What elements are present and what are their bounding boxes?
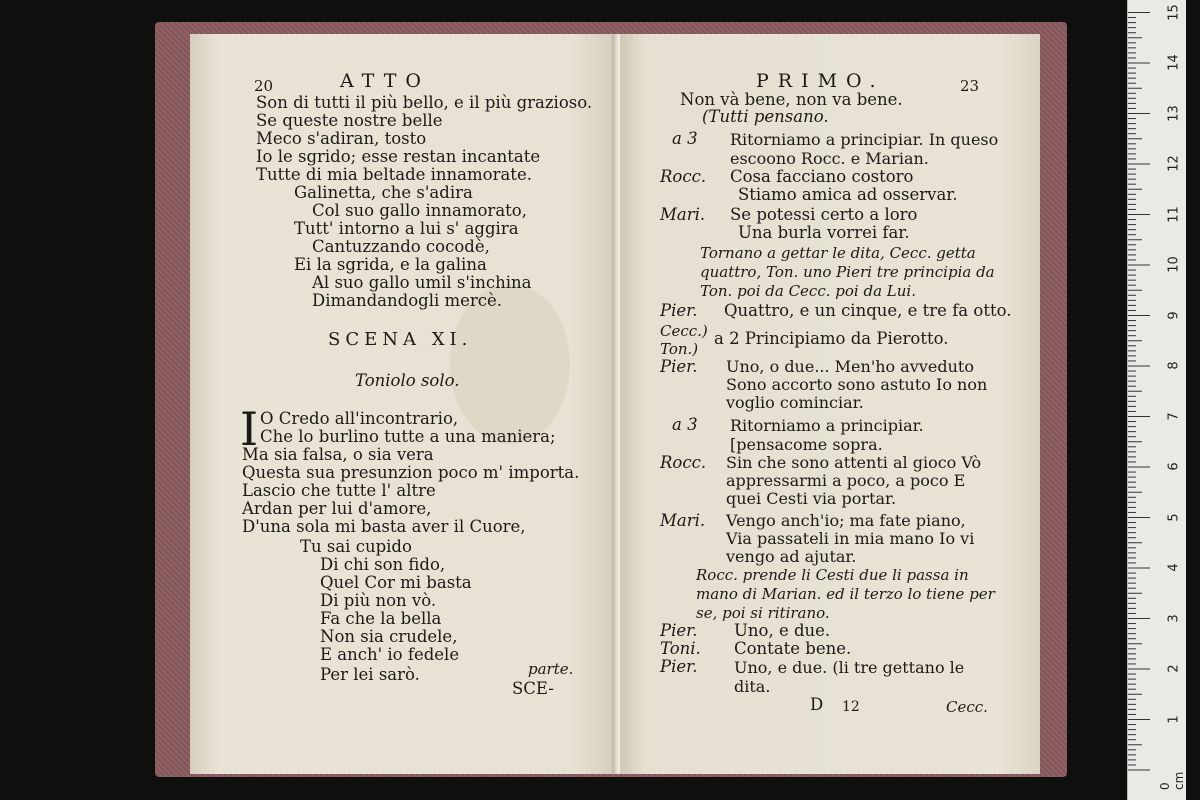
text-line: Cantuzzando cocodè, — [312, 237, 490, 256]
speaker-label: Toni. — [660, 639, 701, 658]
exit-direction: parte. — [528, 660, 574, 678]
signature-mark: D — [810, 695, 824, 714]
ruler-number: 15 — [1166, 3, 1182, 21]
ruler-number: 8 — [1166, 361, 1182, 370]
left-page — [190, 34, 618, 774]
speaker-label: Pier. — [660, 657, 698, 676]
dialogue-text: Ritorniamo a principiar. In queso escoono Rocc. e Marian. — [730, 130, 999, 168]
signature-number: 12 — [842, 699, 860, 715]
ruler-number: 5 — [1166, 512, 1182, 522]
text-line: Ei la sgrida, e la galina — [294, 255, 487, 274]
ruler-number: 11 — [1166, 205, 1182, 223]
aria-line: Ma sia falsa, o sia vera — [242, 445, 434, 464]
text-line: Son di tutti il più bello, e il più grazioso. — [256, 93, 593, 112]
catchword: SCE- — [512, 679, 554, 698]
left-page-number: 20 — [254, 77, 274, 95]
ruler-number: 7 — [1166, 411, 1182, 421]
ruler-number: 9 — [1166, 310, 1182, 320]
dialogue-text: Stiamo amica ad osservar. — [738, 185, 958, 204]
aria-line: Questa sua presunzion poco m' importa. — [242, 463, 580, 482]
text-line: Tutt' intorno a lui s' aggira — [294, 219, 519, 238]
aria-line: Lascio che tutte l' altre — [242, 481, 436, 500]
ruler-number: 3 — [1166, 613, 1182, 623]
ruler-number: 2 — [1166, 664, 1182, 673]
catchword: Cecc. — [946, 698, 988, 716]
drop-cap: I — [240, 402, 259, 456]
text-line: Col suo gallo innamorato, — [312, 201, 527, 220]
speaker-label: Mari. — [660, 205, 706, 224]
right-page-number: 23 — [960, 77, 980, 95]
dialogue-text: Una burla vorrei far. — [738, 223, 910, 242]
dialogue-text: Contate bene. — [734, 639, 852, 658]
aria-line: Di più non vò. — [320, 591, 437, 610]
dialogue-text: Vengo anch'io; ma fate piano, Via passateli in mia mano Io vi vengo ad ajutar. — [726, 511, 975, 566]
speaker-label: Cecc.) Ton.) — [660, 322, 708, 358]
ruler-number: 6 — [1166, 462, 1182, 471]
text-line: Galinetta, che s'adira — [294, 183, 473, 202]
text-line: Se queste nostre belle — [256, 111, 443, 130]
text-line: Dimandandogli mercè. — [312, 291, 503, 310]
text-line: Io le sgrido; esse restan incantate — [256, 147, 541, 166]
ruler-number: 10 — [1166, 256, 1182, 273]
ruler-number: 14 — [1166, 54, 1182, 71]
aria-line: O Credo all'incontrario, — [260, 409, 459, 428]
aria-line: Ardan per lui d'amore, — [242, 499, 432, 518]
speaker-label: Mari. — [660, 511, 706, 530]
dialogue-text: a 2 Principiamo da Pierotto. — [714, 329, 949, 348]
left-running-head: ATTO — [340, 70, 430, 92]
aria-line: Tu sai cupido — [300, 537, 412, 556]
scene-title: SCENA XI. — [328, 329, 473, 350]
ruler-number: 13 — [1166, 104, 1182, 122]
stage-direction: Tornano a gettar le dita, Cecc. getta quattro, Ton. uno Pieri tre principia da Ton. poi da Cecc. poi da Lui. — [700, 244, 995, 300]
text-line: Tutte di mia beltade innamorate. — [256, 165, 532, 184]
dialogue-text: Cosa facciano costoro — [730, 167, 914, 186]
aria-line: E anch' io fedele — [320, 645, 460, 664]
aria-line: Per lei sarò. — [320, 665, 420, 684]
aria-line: Non sia crudele, — [320, 627, 458, 646]
speaker-label: Pier. — [660, 301, 698, 320]
text-line: Non và bene, non va bene. — [680, 90, 903, 109]
stage-direction: (Tutti pensano. — [702, 107, 829, 126]
dialogue-text: Uno, o due... Men'ho avveduto Sono accorto sono astuto Io non voglio cominciar. — [726, 357, 988, 412]
text-line: Al suo gallo umil s'inchina — [312, 273, 532, 292]
measurement-ruler — [1127, 0, 1186, 800]
dialogue-text: Uno, e due. (li tre gettano le dita. — [734, 658, 965, 696]
text-line: Meco s'adiran, tosto — [256, 129, 427, 148]
ruler-number: 1 — [1166, 714, 1182, 724]
scene-character: Toniolo solo. — [355, 371, 460, 390]
speaker-label: a 3 — [672, 415, 698, 434]
dialogue-text: Sin che sono attenti al gioco Vò appressarmi a poco, a poco E quei Cesti via portar. — [726, 453, 982, 508]
speaker-label: Pier. — [660, 357, 698, 376]
aria-line: Quel Cor mi basta — [320, 573, 472, 592]
speaker-label: Rocc. — [660, 453, 707, 472]
speaker-label: Pier. — [660, 621, 698, 640]
dialogue-text: Ritorniamo a principiar. [pensacome sopra. — [730, 416, 924, 454]
aria-line: D'una sola mi basta aver il Cuore, — [242, 517, 526, 536]
speaker-label: a 3 — [672, 129, 698, 148]
ruler-number: 12 — [1166, 155, 1182, 172]
aria-line: Di chi son fido, — [320, 555, 446, 574]
dialogue-text: Quattro, e un cinque, e tre fa otto. — [724, 301, 1012, 320]
ruler-number: 4 — [1166, 563, 1182, 572]
dialogue-text: Se potessi certo a loro — [730, 205, 918, 224]
dialogue-text: Uno, e due. — [734, 621, 831, 640]
right-running-head: PRIMO. — [756, 70, 885, 92]
right-page — [620, 34, 1040, 774]
aria-line: Che lo burlino tutte a una maniera; — [260, 427, 556, 446]
speaker-label: Rocc. — [660, 167, 707, 186]
stage-direction: Rocc. prende li Cesti due li passa in mano di Marian. ed il terzo lo tiene per se, poi si ritirano. — [696, 566, 995, 622]
ruler-unit: 0 cm — [1158, 771, 1186, 790]
aria-line: Fa che la bella — [320, 609, 442, 628]
